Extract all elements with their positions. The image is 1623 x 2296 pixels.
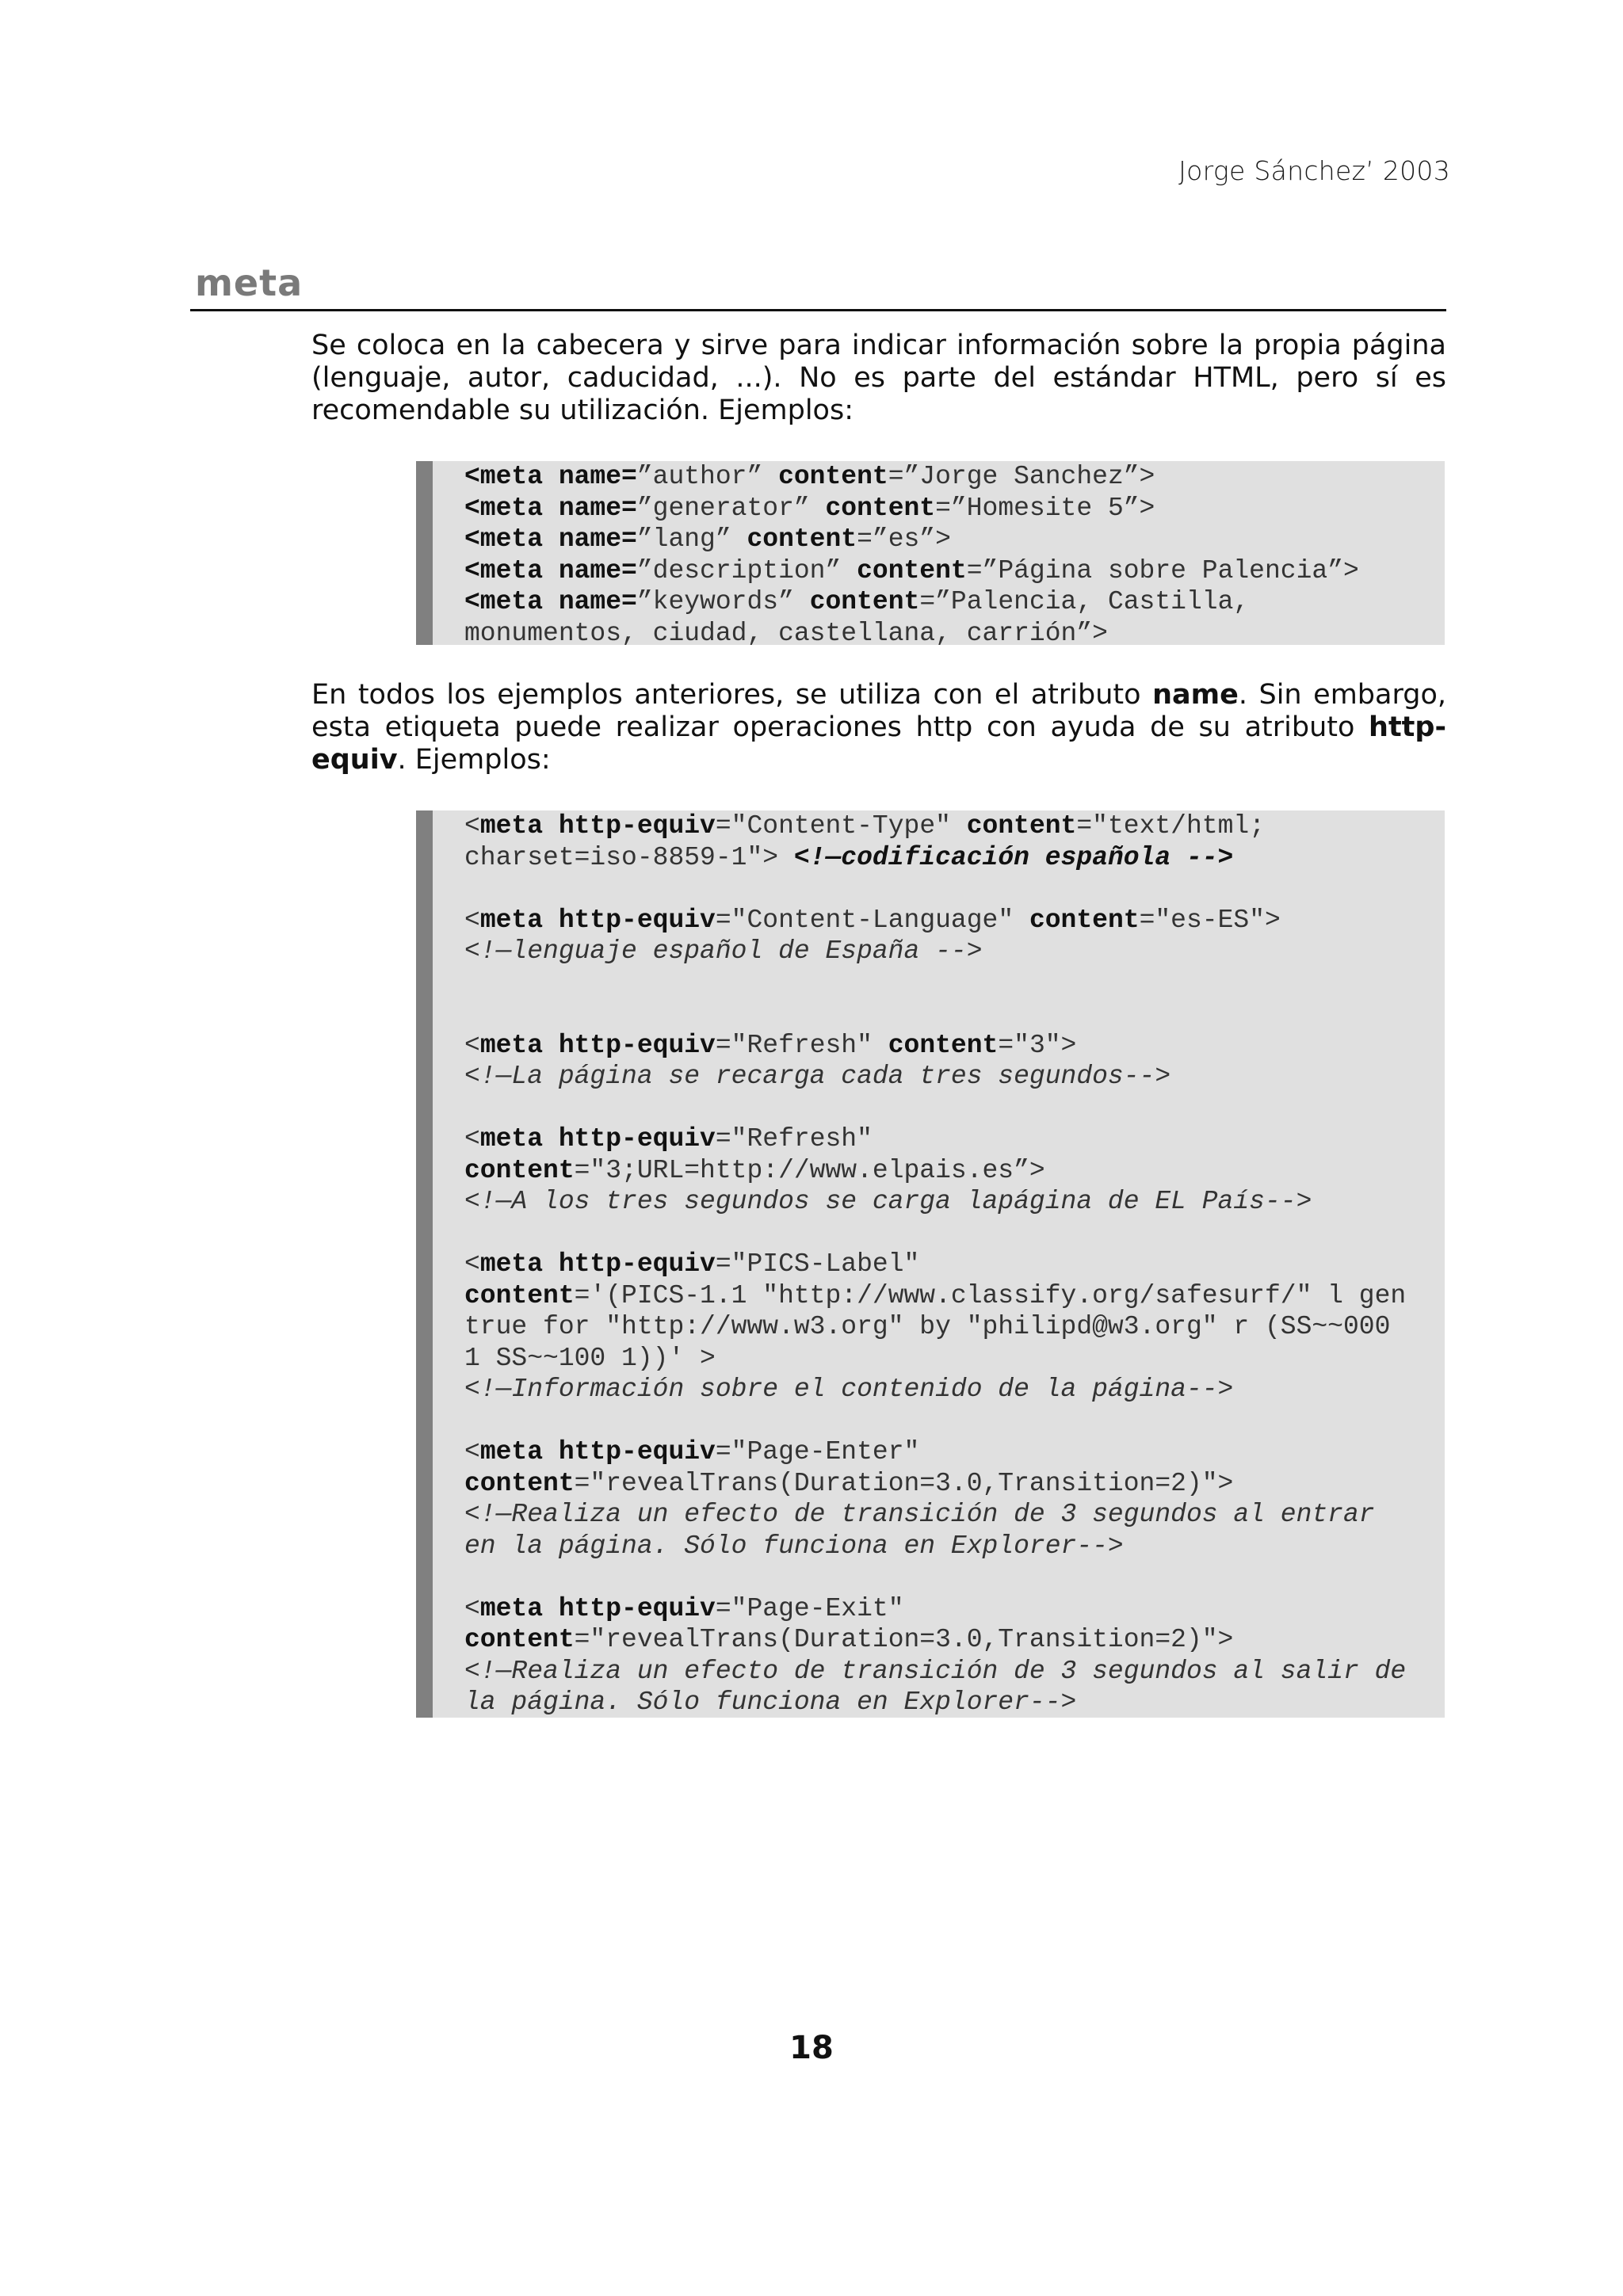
page-number: 18 bbox=[789, 2030, 834, 2066]
spacer bbox=[464, 1218, 1445, 1249]
code-value: =”es”> bbox=[857, 524, 951, 554]
code-tag: meta http-equiv bbox=[479, 1249, 716, 1279]
section-title: meta bbox=[195, 261, 304, 304]
code-bracket: < bbox=[464, 1124, 480, 1154]
code-value: ="Page-Enter" bbox=[715, 1437, 920, 1466]
code-keyword: content bbox=[966, 811, 1077, 841]
code-keyword: content bbox=[464, 1280, 575, 1310]
code-example-http-equiv bbox=[416, 810, 1445, 1718]
code-keyword: content bbox=[464, 1155, 575, 1185]
code-tag: meta http-equiv bbox=[479, 1593, 716, 1623]
code-keyword: content bbox=[809, 587, 920, 616]
code-comment: <!—Realiza un efecto de transición de 3 segundos al entrar bbox=[464, 1500, 1375, 1529]
code-tag: <meta name= bbox=[464, 587, 637, 616]
code-comment: <!—codificación española --> bbox=[793, 842, 1234, 872]
code-tag: meta http-equiv bbox=[479, 1437, 716, 1466]
code-line bbox=[464, 555, 1445, 587]
code-value: ="Refresh" bbox=[715, 1124, 873, 1154]
code-line bbox=[464, 524, 1445, 555]
code-tag: meta http-equiv bbox=[479, 811, 716, 841]
code-value: ="Page-Exit" bbox=[715, 1593, 904, 1623]
code-tag: <meta name= bbox=[464, 555, 637, 585]
code-bracket: < bbox=[464, 1030, 480, 1060]
code-line bbox=[464, 1436, 1445, 1468]
code-line bbox=[464, 493, 1445, 524]
code-line bbox=[464, 1123, 1445, 1155]
code-keyword: content bbox=[857, 555, 967, 585]
code-example-name-attributes bbox=[416, 461, 1445, 648]
code-line bbox=[464, 1280, 1445, 1312]
code-tag: <meta name= bbox=[464, 462, 637, 491]
code-value: ="3"> bbox=[998, 1030, 1077, 1060]
code-bracket: < bbox=[464, 1437, 480, 1466]
code-line bbox=[464, 1030, 1445, 1062]
code-comment: la página. Sólo funciona en Explorer--> bbox=[464, 1688, 1077, 1717]
code-value: ”author” bbox=[636, 462, 779, 491]
code-line bbox=[464, 586, 1445, 618]
code-value: =”Homesite 5”> bbox=[935, 493, 1155, 523]
keyword-name: name bbox=[1152, 679, 1239, 711]
code-value: =”Palencia, Castilla, bbox=[919, 587, 1250, 616]
code-tag: <meta name= bbox=[464, 524, 637, 554]
code-line bbox=[464, 1468, 1445, 1500]
spacer bbox=[464, 1405, 1445, 1437]
code-keyword: content bbox=[464, 1468, 575, 1498]
code-line bbox=[464, 810, 1445, 842]
code-line: true for "http://www.w3.org" by "philipd@w3.org" r (SS~~000 bbox=[464, 1312, 1391, 1341]
code-bracket: < bbox=[464, 811, 480, 841]
code-bracket: < bbox=[464, 1249, 480, 1279]
paragraph-text: . Sin embargo, esta etiqueta puede realizar operaciones http con ayuda de su atributo bbox=[311, 679, 1446, 743]
code-value: =”Página sobre Palencia”> bbox=[966, 555, 1359, 585]
code-value: ="Content-Language" bbox=[715, 905, 1029, 935]
code-line bbox=[464, 1624, 1445, 1656]
code-bracket: < bbox=[464, 905, 480, 935]
code-line bbox=[464, 1155, 1445, 1187]
code-comment: <!—Información sobre el contenido de la página--> bbox=[464, 1375, 1234, 1404]
code-comment: <!—A los tres segundos se carga lapágina de EL País--> bbox=[464, 1187, 1312, 1216]
code-value: ”keywords” bbox=[636, 587, 810, 616]
code-tag: <meta name= bbox=[464, 493, 637, 523]
code-comment: <!—lenguaje español de España --> bbox=[464, 936, 983, 966]
section-divider bbox=[190, 309, 1446, 311]
code-value: ="revealTrans(Duration=3.0,Transition=2)"> bbox=[574, 1625, 1234, 1654]
code-comment: <!—Realiza un efecto de transición de 3 segundos al salir de bbox=[464, 1656, 1407, 1686]
http-equiv-paragraph bbox=[311, 679, 1446, 776]
code-value: ”generator” bbox=[636, 493, 826, 523]
code-line: monumentos, ciudad, castellana, carrión”> bbox=[464, 618, 1108, 648]
code-value: ="3;URL=http://www.elpais.es”> bbox=[574, 1155, 1045, 1185]
code-keyword: content bbox=[825, 493, 936, 523]
code-tag: meta http-equiv bbox=[479, 1030, 716, 1060]
code-value: ="text/html; bbox=[1076, 811, 1265, 841]
code-line bbox=[464, 1249, 1445, 1280]
spacer bbox=[464, 1562, 1445, 1593]
code-keyword: content bbox=[778, 462, 888, 491]
code-keyword: content bbox=[1029, 905, 1140, 935]
code-line: 1 SS~~100 1))' > bbox=[464, 1343, 716, 1373]
code-tag: meta http-equiv bbox=[479, 905, 716, 935]
code-value: ="PICS-Label" bbox=[715, 1249, 920, 1279]
keyword-http-equiv: http-equiv bbox=[311, 711, 1446, 776]
code-line bbox=[464, 905, 1445, 936]
code-value: ="Refresh" bbox=[715, 1030, 888, 1060]
code-value: ”lang” bbox=[636, 524, 747, 554]
code-value: ="es-ES"> bbox=[1139, 905, 1281, 935]
code-keyword: content bbox=[888, 1030, 999, 1060]
code-value: charset=iso-8859-1"> bbox=[464, 842, 794, 872]
code-comment: <!—La página se recarga cada tres segundos--> bbox=[464, 1062, 1171, 1091]
spacer bbox=[464, 967, 1445, 1030]
paragraph-text: En todos los ejemplos anteriores, se utiliza con el atributo bbox=[311, 679, 1153, 711]
code-tag: meta http-equiv bbox=[479, 1124, 716, 1154]
code-value: ="revealTrans(Duration=3.0,Transition=2)"> bbox=[574, 1468, 1234, 1498]
intro-paragraph: Se coloca en la cabecera y sirve para indicar información sobre la propia página (lenguaje, autor, caducidad, ...). No es parte del estándar HTML, pero sí es recomendable su utilización. Ejemplos: bbox=[311, 330, 1446, 426]
spacer bbox=[464, 873, 1445, 905]
code-bracket: < bbox=[464, 1593, 480, 1623]
code-value: =”Jorge Sanchez”> bbox=[888, 462, 1155, 491]
code-value: ”description” bbox=[636, 555, 857, 585]
code-keyword: content bbox=[747, 524, 857, 554]
code-value: ="Content-Type" bbox=[715, 811, 967, 841]
header-author-year: Jorge Sánchez’ 2003 bbox=[1178, 155, 1450, 186]
paragraph-text: . Ejemplos: bbox=[397, 744, 551, 776]
spacer bbox=[464, 1093, 1445, 1124]
code-line bbox=[464, 1593, 1445, 1625]
code-value: ='(PICS-1.1 "http://www.classify.org/safesurf/" l gen bbox=[574, 1280, 1407, 1310]
code-line bbox=[464, 461, 1445, 493]
code-line bbox=[464, 842, 1445, 874]
code-comment: en la página. Sólo funciona en Explorer--> bbox=[464, 1531, 1124, 1561]
code-keyword: content bbox=[464, 1625, 575, 1654]
